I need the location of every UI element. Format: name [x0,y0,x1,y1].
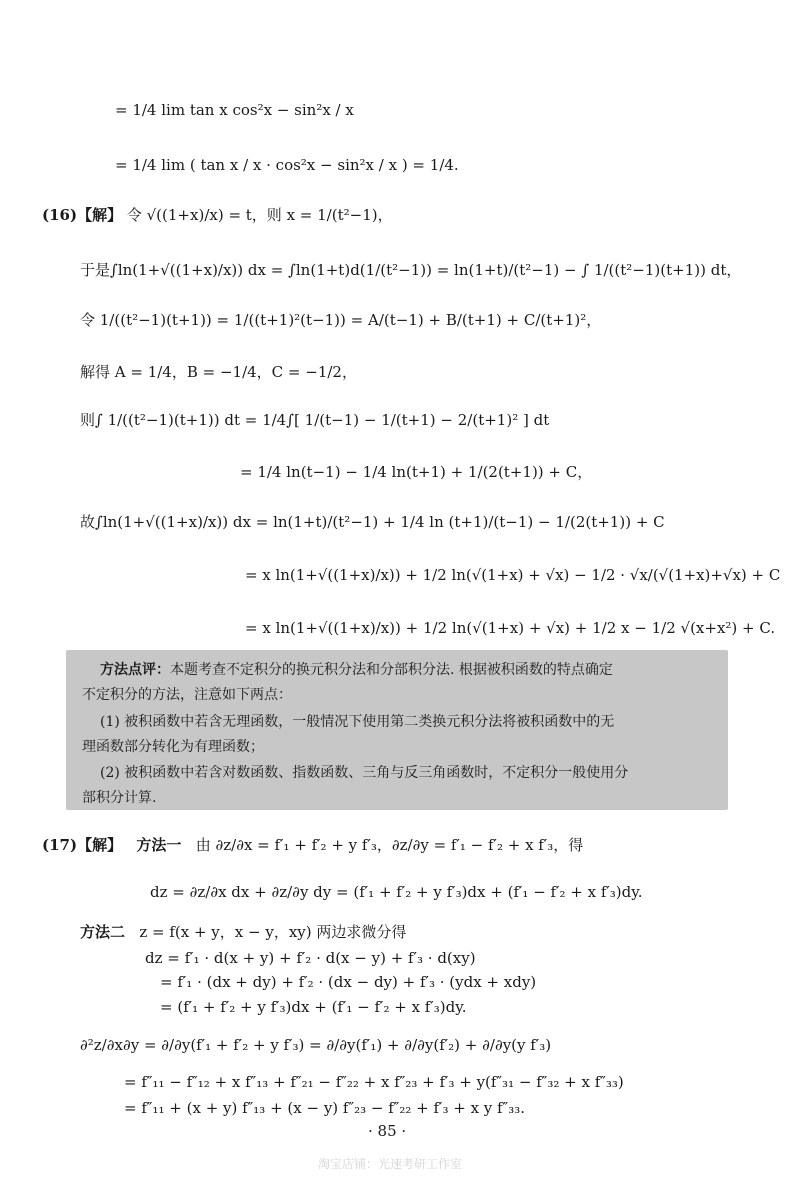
p16-line-h-text: = x ln(1+√((1+x)/x)) + 1/2 ln(√(1+x) + √x) + 1/2 x − 1/2 √(x+x²) + C. [245,619,776,637]
comment-l2: 不定积分的方法，注意如下两点： [82,687,292,703]
top-line-1 [115,100,354,120]
p16-label: (16)【解】 [42,206,123,224]
p17-method2-l2-text: = f′₁ · (dx + dy) + f′₂ · (dx − dy) + f′₃ · (ydx + xdy) [160,973,537,991]
p17-method2-l1 [145,948,476,968]
p16-intro: 令 √((1+x)/x) = t，则 x = 1/(t²−1)， [126,206,393,224]
p17-method1-label: 方法一 [136,836,182,854]
p16-line-a [80,260,741,280]
p17-d2-l3-text: = f″₁₁ + (x + y) f″₁₃ + (x − y) f″₂₃ − f″₂₂ + f′₃ + x y f″₃₃. [124,1099,525,1117]
p16-line-b [80,310,601,330]
p16-line-g [245,565,780,585]
comment-l3: (1) 被积函数中若含无理函数，一般情况下使用第二类换元积分法将被积函数中的无 [100,714,615,730]
p16-line-c-text: 解得 A = 1/4，B = −1/4，C = −1/2， [80,363,357,381]
comment-line-1 [100,660,613,680]
p17-method2-l2 [160,972,536,992]
watermark: 淘宝店铺：光速考研工作室 [318,1157,463,1171]
comment-l6: 部积分计算. [82,790,157,806]
p17-method2-l3-text: = (f′₁ + f′₂ + y f′₃)dx + (f′₁ − f′₂ + x f′₃)dy. [160,998,467,1016]
p16-intro-line [42,205,393,225]
p16-line-h [245,618,775,638]
comment-title: 方法点评： [100,662,170,678]
p16-line-b-text: 令 1/((t²−1)(t+1)) = 1/((t+1)²(t−1)) = A/(t−1) + B/(t+1) + C/(t+1)²， [80,311,602,329]
p17-method1-line [42,835,583,855]
p16-line-e-text: = 1/4 ln(t−1) − 1/4 ln(t+1) + 1/(2(t+1)) + C， [240,463,593,481]
p16-line-c [80,362,357,382]
p17-second-derivative-l2 [124,1072,624,1092]
p16-line-a-text: 于是∫ln(1+√((1+x)/x)) dx = ∫ln(1+t)d(1/(t²−1)) = ln(1+t)/(t²−1) − ∫ 1/((t²−1)(t+1)) dt， [80,261,742,279]
p17-second-derivative-l1 [80,1035,551,1055]
page-number: · 85 · [368,1122,407,1140]
p17-method2-l3 [160,997,466,1017]
p17-method1-dz [150,882,643,902]
p16-line-e [240,462,592,482]
p16-line-d [80,410,549,430]
comment-l4: 理函数部分转化为有理函数； [82,739,264,755]
comment-l1: 本题考查不定积分的换元积分法和分部积分法. 根据被积函数的特点确定 [170,662,613,678]
p17-method2-l1-text: dz = f′₁ · d(x + y) + f′₂ · d(x − y) + f′₃ · d(xy) [145,949,476,967]
p17-second-derivative-l3 [124,1098,525,1118]
top-line-1-text: = 1/4 lim tan x cos²x − sin²x / x [115,101,354,119]
p17-label: (17)【解】 [42,836,123,854]
p16-line-f [80,512,665,532]
comment-line-4 [82,737,264,757]
p16-line-f-text: 故∫ln(1+√((1+x)/x)) dx = ln(1+t)/(t²−1) + 1/4 ln (t+1)/(t−1) − 1/(2(t+1)) + C [80,513,665,531]
p16-line-d-text: 则∫ 1/((t²−1)(t+1)) dt = 1/4∫[ 1/(t−1) − 1/(t+1) − 2/(t+1)² ] dt [80,411,550,429]
p16-line-g-text: = x ln(1+√((1+x)/x)) + 1/2 ln(√(1+x) + √x) − 1/2 · √x/(√(1+x)+√x) + C [245,566,781,584]
comment-l5: (2) 被积函数中若含对数函数、指数函数、三角与反三角函数时，不定积分一般使用分 [100,765,629,781]
comment-line-5 [100,763,628,783]
p17-method2-label: 方法二 [80,923,126,941]
p17-method1-dz-text: dz = ∂z/∂x dx + ∂z/∂y dy = (f′₁ + f′₂ + y f′₃)dx + (f′₁ − f′₂ + x f′₃)dy. [150,883,643,901]
p17-method1-text: 由 ∂z/∂x = f′₁ + f′₂ + y f′₃，∂z/∂y = f′₁ − f′₂ + x f′₃，得 [195,836,584,854]
comment-line-6 [82,788,156,808]
p17-method2-line [80,922,406,942]
p17-d2-l2-text: = f″₁₁ − f″₁₂ + x f″₁₃ + f″₂₁ − f″₂₂ + x f″₂₃ + f′₃ + y(f″₃₁ − f″₃₂ + x f″₃₃) [124,1073,624,1091]
top-line-2 [115,155,459,175]
top-line-2-text: = 1/4 lim ( tan x / x · cos²x − sin²x / x ) = 1/4. [115,156,459,174]
comment-line-2 [82,685,292,705]
p17-method2-text: z = f(x + y，x − y，xy) 两边求微分得 [139,923,407,941]
p17-d2-l1-text: ∂²z/∂x∂y = ∂/∂y(f′₁ + f′₂ + y f′₃) = ∂/∂y(f′₁) + ∂/∂y(f′₂) + ∂/∂y(y f′₃) [80,1036,552,1054]
comment-line-3 [100,712,614,732]
